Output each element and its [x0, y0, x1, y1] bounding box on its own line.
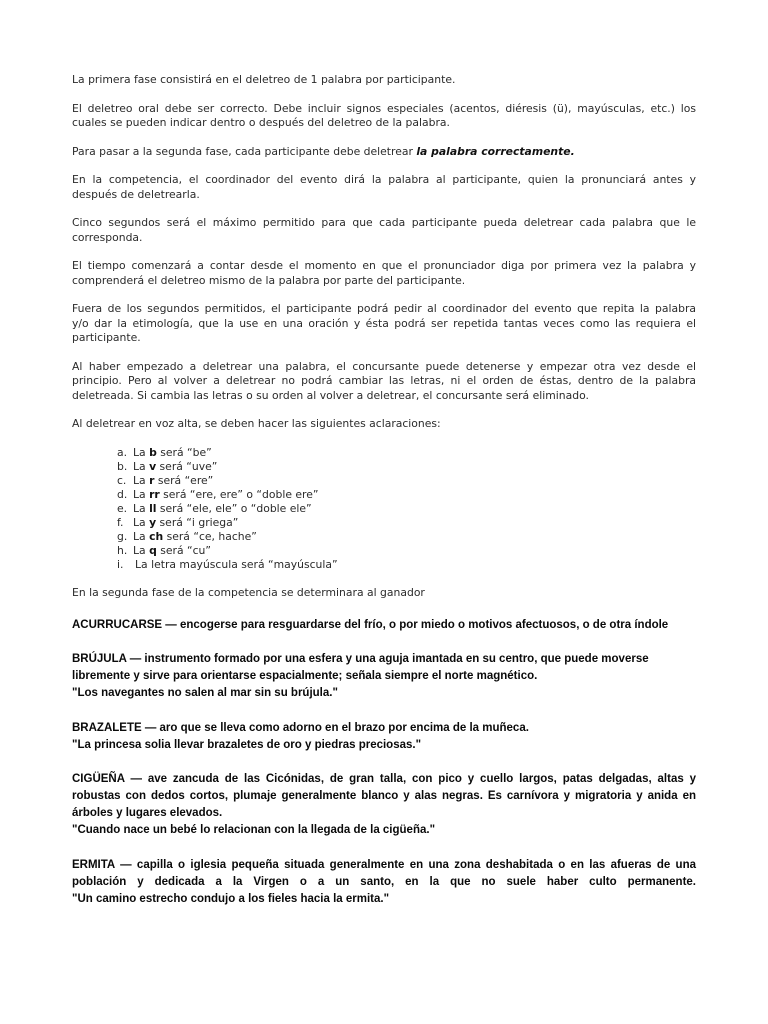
item-prefix: La — [133, 515, 150, 529]
rule-paragraph-5 — [72, 216, 696, 245]
entry-brujula — [72, 651, 696, 702]
clarifications-list — [72, 446, 696, 573]
list-item-text — [133, 446, 212, 460]
item-prefix: La — [133, 445, 150, 459]
rule-line: El tiempo comenzará a contar desde el momento en que el pronunciador diga por primera vez la palabra y — [72, 259, 696, 272]
list-item-text — [133, 460, 217, 474]
item-prefix: La — [133, 473, 150, 487]
item-suffix: será “i griega” — [156, 515, 239, 529]
item-suffix: será “uve” — [156, 459, 218, 473]
item-suffix: será “ere” — [154, 473, 214, 487]
item-suffix: será “ce, hache” — [163, 530, 257, 544]
rule-line: corresponda. — [72, 230, 143, 244]
rule-line — [72, 145, 696, 160]
list-item-text: La letra mayúscula será “mayúscula” — [135, 558, 338, 572]
entry-definition-line: ACURRUCARSE — encogerse para resguardarse del frío, o por miedo o motivos afectuosos, o de otra índole — [72, 618, 669, 631]
list-marker: g. — [117, 530, 128, 544]
list-item — [72, 488, 696, 502]
entry-example: "Un camino estrecho condujo a los fieles hacia la ermita." — [72, 892, 390, 905]
rule-paragraph-4 — [72, 173, 696, 202]
entry-definition-line: CIGÜEÑA — ave zancuda de las Cicónidas, de gran talla, con pico y cuello largos, patas delgadas, altas y — [72, 773, 696, 785]
list-marker: d. — [117, 487, 128, 501]
list-item-text — [133, 544, 211, 558]
rule-line: y/o dar la etimología, que la use en una oración y ésta podrá ser repetida tantas veces como las requiera el — [72, 316, 696, 330]
list-item — [72, 544, 696, 558]
item-suffix: será “ere, ere” o “doble ere” — [159, 487, 319, 501]
item-suffix: será “ele, ele” o “doble ele” — [156, 501, 312, 515]
rule-line: Al deletrear en voz alta, se deben hacer las siguientes aclaraciones: — [72, 417, 441, 430]
rule-paragraph-9 — [72, 417, 696, 432]
letter: rr — [149, 487, 160, 501]
entry-definition-line: ERMITA — capilla o iglesia pequeña situada generalmente en una zona deshabitada o en las afueras de una — [72, 858, 696, 871]
rule-line: deletreada. Si cambia las letras o su orden al volver a deletrear, el concursante será eliminado. — [72, 388, 589, 402]
list-marker: e. — [117, 501, 128, 515]
item-prefix: La — [133, 530, 150, 544]
rule-line: En la segunda fase de la competencia se determinara al ganador — [72, 586, 425, 600]
list-item-text — [133, 516, 238, 530]
entry-definition-line: BRÚJULA — instrumento formado por una esfera y una aguja imantada en su centro, que puede moverse — [72, 653, 649, 665]
letter: r — [149, 473, 155, 487]
list-item — [72, 446, 696, 460]
rule-paragraph-2 — [72, 102, 696, 131]
list-item-text — [133, 530, 257, 544]
item-prefix: La — [133, 487, 150, 501]
rules-section — [72, 73, 696, 615]
rule-line: comprenderá el deletreo mismo de la palabra por parte del participante. — [72, 273, 466, 287]
list-item — [72, 474, 696, 488]
rule-line: Fuera de los segundos permitidos, el participante podrá pedir al coordinador del evento que repita la palabra — [72, 302, 696, 315]
rule-paragraph-8 — [72, 360, 696, 404]
entry-definition-line: libremente y sirve para orientarse espacialmente; señala siempre el norte magnético. — [72, 670, 538, 682]
letter: ch — [149, 530, 164, 544]
letter: y — [149, 515, 157, 529]
letter: v — [149, 459, 157, 473]
emphasized-text: la palabra correctamente. — [416, 144, 575, 158]
item-prefix: La — [133, 501, 150, 515]
list-marker: f. — [117, 515, 124, 529]
rule-line: En la competencia, el coordinador del evento dirá la palabra al participante, quien la pronunciará antes y — [72, 173, 696, 186]
item-suffix: será “be” — [156, 445, 212, 459]
item-prefix: La — [133, 459, 150, 473]
list-marker: a. — [117, 445, 128, 459]
list-item — [72, 530, 696, 544]
entry-definition-line: población y dedicada a la Virgen o a un santo, en la que no suele haber culto permanente. — [72, 875, 696, 888]
rule-line: El deletreo oral debe ser correcto. Debe incluir signos especiales (acentos, diéresis (ü), mayúsculas, etc.) los — [72, 101, 696, 115]
list-marker: i. — [117, 558, 124, 572]
list-item — [72, 502, 696, 516]
rule-paragraph-3 — [72, 145, 696, 160]
list-item — [72, 460, 696, 474]
rule-line: principio. Pero al volver a deletrear no podrá cambiar las letras, ni el orden de éstas, dentro de la palabra — [72, 374, 696, 387]
item-prefix: La — [133, 544, 150, 558]
entry-example: "Los navegantes no salen al mar sin su brújula." — [72, 687, 338, 699]
list-item-text — [133, 488, 318, 502]
list-marker: c. — [117, 473, 127, 487]
rule-line: Cinco segundos será el máximo permitido para que cada participante pueda deletrear cada palabra que le — [72, 216, 696, 229]
rule-line: participante. — [72, 331, 141, 344]
list-item — [72, 516, 696, 530]
list-marker: b. — [117, 459, 128, 473]
list-marker: h. — [117, 544, 128, 558]
letter: q — [149, 544, 157, 558]
list-item — [72, 558, 696, 572]
list-item-text — [133, 502, 312, 516]
rule-line: Al haber empezado a deletrear una palabra, el concursante puede detenerse y empezar otra vez desde el — [72, 359, 696, 373]
entry-example: "La princesa solia llevar brazaletes de oro y piedras preciosas." — [72, 738, 422, 751]
letter: b — [149, 445, 157, 459]
rule-line: La primera fase consistirá en el deletreo de 1 palabra por participante. — [72, 73, 456, 86]
entry-brazalete — [72, 720, 696, 754]
entry-example: "Cuando nace un bebé lo relacionan con la llegada de la cigüeña." — [72, 824, 436, 836]
letter: ll — [149, 501, 157, 515]
rule-line: cuales se pueden indicar dentro o después del deletreo de la palabra. — [72, 116, 450, 129]
rule-line: después de deletrearla. — [72, 187, 200, 201]
rule-paragraph-10 — [72, 586, 696, 601]
rule-text: Para pasar a la segunda fase, cada participante debe deletrear — [72, 144, 417, 158]
entry-definition-line: árboles y lugares elevados. — [72, 807, 223, 819]
rule-paragraph-1 — [72, 73, 696, 88]
item-suffix: será “cu” — [156, 544, 211, 558]
rule-paragraph-7 — [72, 302, 696, 346]
entry-ciguena — [72, 771, 696, 839]
entry-acurrucarse — [72, 617, 696, 634]
word-list — [72, 617, 696, 926]
rule-paragraph-6 — [72, 259, 696, 288]
list-item-text — [133, 474, 213, 488]
entry-definition-line: robustas con dedos cortos, plumaje generalmente blanco y alas negras. Es carnívora y migratoria y anida en — [72, 790, 696, 802]
entry-definition-line: BRAZALETE — aro que se lleva como adorno en el brazo por encima de la muñeca. — [72, 721, 529, 734]
entry-ermita — [72, 857, 696, 908]
